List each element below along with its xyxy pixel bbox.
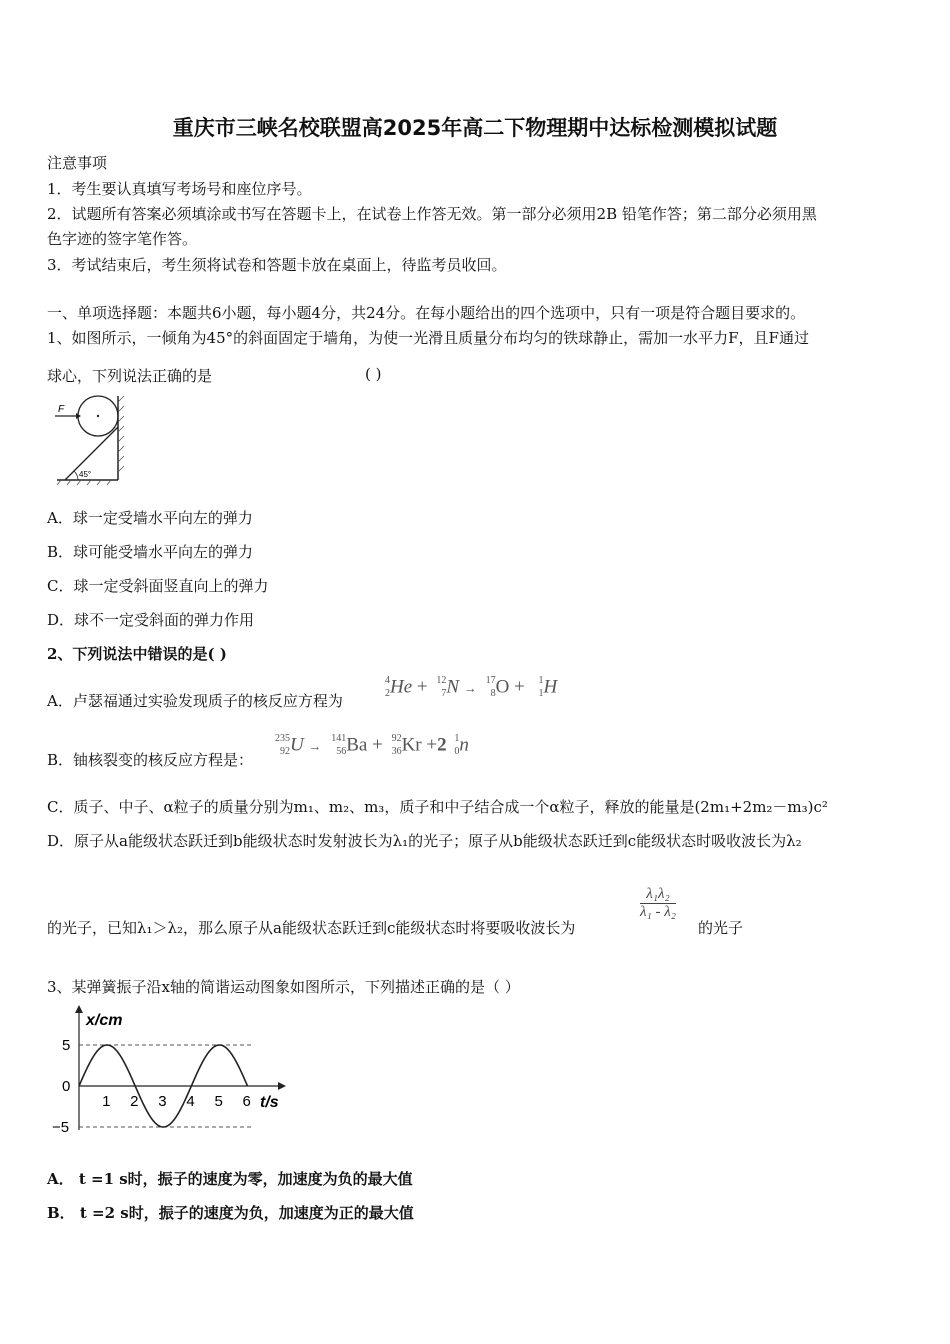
q2-option-a-equation: 4 2 He + 12 7 N → 17 8 O + 1 1 H (385, 675, 558, 699)
q1-option-a: A．球一定受墙水平向左的弹力 (47, 509, 253, 527)
notice-item: 3．考试结束后，考生须将试卷和答题卡放在桌面上，待监考员收回。 (47, 256, 507, 274)
q3-stem: 3、某弹簧振子沿x轴的简谐运动图象如图所示，下列描述正确的是（ ） (47, 978, 520, 996)
q2-option-b-equation: 235 92 U → 141 56 Ba + 92 36 Kr +2 1 0 n (275, 733, 469, 757)
q2-option-d-line1: D．原子从a能级状态跃迁到b能级状态时发射波长为λ₁的光子；原子从b能级状态跃迁到c能级状态时吸收波长为λ₂ (47, 832, 802, 850)
x-tick-label: 4 (186, 1093, 195, 1110)
notice-heading: 注意事项 (47, 154, 108, 172)
y-tick-label: −5 (52, 1119, 70, 1136)
q1-answer-bracket: ( ) (365, 365, 382, 383)
x-tick-label: 6 (242, 1093, 251, 1110)
q3-option-b: B． t =2 s时，振子的速度为负，加速度为正的最大值 (47, 1204, 414, 1222)
notice-item: 色字迹的签字笔作答。 (47, 230, 198, 248)
notice-item: 2．试题所有答案必须填涂或书写在答题卡上，在试卷上作答无效。第一部分必须用2B 铅笔作答；第二部分必须用黑 (47, 205, 817, 223)
q2-option-d-line2: 的光子，已知λ₁＞λ₂，那么原子从a能级状态跃迁到c能级状态时将要吸收波长为 (47, 919, 576, 937)
q2-stem: 2、下列说法中错误的是( ) (47, 645, 227, 663)
x-tick-label: 3 (158, 1093, 167, 1110)
notice-item: 1．考生要认真填写考场号和座位序号。 (47, 180, 312, 198)
y-axis-arrowhead (75, 1005, 83, 1013)
x-axis-label: t/s (260, 1094, 279, 1111)
section-heading: 一、单项选择题：本题共6小题，每小题4分，共24分。在每小题给出的四个选项中，只有一项是符合题目要求的。 (47, 304, 806, 322)
incline-ball-figure (45, 394, 125, 486)
x-tick-label: 5 (214, 1093, 223, 1110)
wall-hatching (118, 396, 124, 472)
x-tick-label: 1 (102, 1093, 111, 1110)
q1-option-d: D．球不一定受斜面的弹力作用 (47, 611, 255, 629)
q2-option-a-text: A．卢瑟福通过实验发现质子的核反应方程为 (47, 692, 343, 710)
angle-label: 45° (79, 470, 92, 479)
q1-stem-line2: 球心，下列说法正确的是 (47, 367, 213, 385)
q2-option-b-text: B．铀核裂变的核反应方程是： (47, 751, 254, 769)
y-tick-label: 5 (62, 1037, 71, 1054)
q2-option-c: C．质子、中子、α粒子的质量分别为m₁、m₂、m₃，质子和中子结合成一个α粒子，释放的能量是(2m₁+2m₂－m₃)c² (47, 798, 828, 816)
x-axis-arrowhead (278, 1082, 286, 1090)
force-label: F (58, 404, 65, 415)
page-title: 重庆市三峡名校联盟高2025年高二下物理期中达标检测模拟试题 (172, 116, 778, 140)
q2-option-d-line2-end: 的光子 (698, 919, 744, 937)
q1-option-c: C．球一定受斜面竖直向上的弹力 (47, 577, 269, 595)
x-tick-label: 2 (130, 1093, 139, 1110)
wavelength-fraction: $\frac{\text{λ₁λ₂}}{\text{λ₁ - λ₂}}$ (640, 886, 676, 920)
q1-option-b: B．球可能受墙水平向左的弹力 (47, 543, 254, 561)
angle-arc (74, 471, 78, 480)
q1-stem-line1: 1、如图所示，一倾角为45°的斜面固定于墙角，为使一光滑且质量分布均匀的铁球静止，需加一水平力F，且F通过 (47, 329, 809, 347)
y-axis-label: x/cm (86, 1012, 123, 1029)
shm-graph (50, 1003, 300, 1146)
ball-center (97, 415, 99, 417)
q3-option-a: A． t =1 s时，振子的速度为零，加速度为负的最大值 (47, 1170, 413, 1188)
y-tick-label: 0 (62, 1078, 71, 1095)
